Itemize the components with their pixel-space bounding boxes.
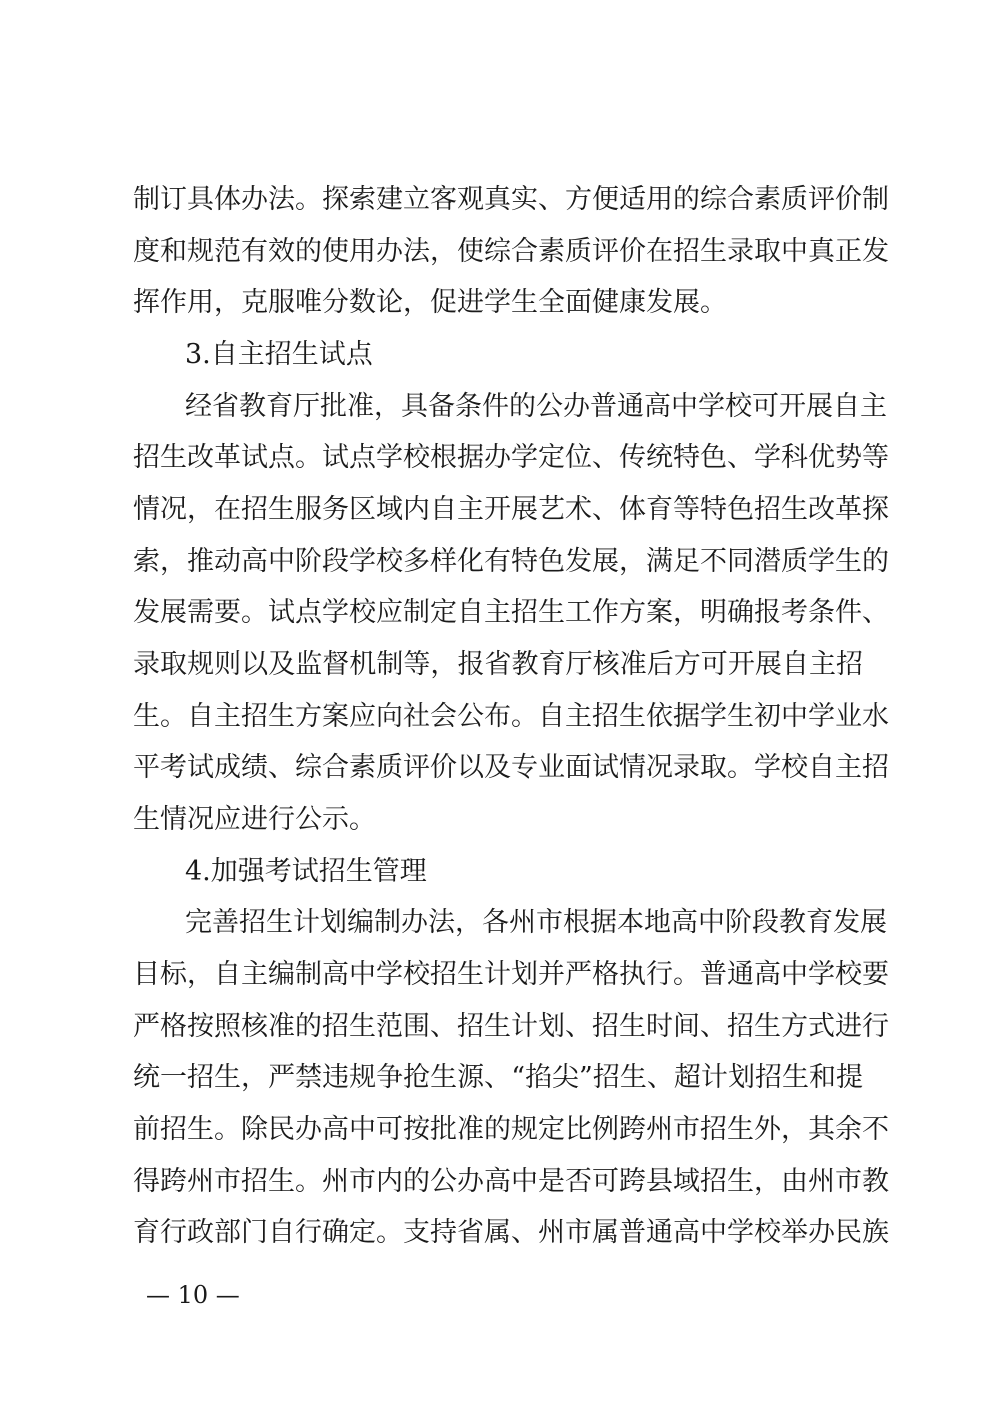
body-text-line: 挥作用，克服唯分数论，促进学生全面健康发展。	[133, 287, 727, 318]
body-text-line: 生。自主招生方案应向社会公布。自主招生依据学生初中学业水	[133, 701, 889, 732]
body-text-line: 前招生。除民办高中可按批准的规定比例跨州市招生外，其余不	[133, 1114, 889, 1145]
body-text-line: 招生改革试点。试点学校根据办学定位、传统特色、学科优势等	[133, 442, 889, 473]
section-heading: 3.自主招生试点	[185, 339, 373, 370]
body-text-line: 索，推动高中阶段学校多样化有特色发展，满足不同潜质学生的	[133, 546, 889, 577]
body-text-line: 录取规则以及监督机制等，报省教育厅核准后方可开展自主招	[133, 649, 863, 680]
body-text-line: 得跨州市招生。州市内的公办高中是否可跨县域招生，由州市教	[133, 1166, 889, 1197]
body-text-line: 平考试成绩、综合素质评价以及专业面试情况录取。学校自主招	[133, 752, 889, 783]
body-text-line: 生情况应进行公示。	[133, 804, 376, 835]
page-number: — 10 —	[146, 1281, 240, 1309]
body-text-line: 情况，在招生服务区域内自主开展艺术、体育等特色招生改革探	[133, 494, 889, 525]
body-text-line: 完善招生计划编制办法，各州市根据本地高中阶段教育发展	[185, 907, 887, 938]
body-text-line: 目标，自主编制高中学校招生计划并严格执行。普通高中学校要	[133, 959, 889, 990]
body-text-line: 统一招生，严禁违规争抢生源、“掐尖”招生、超计划招生和提	[133, 1062, 863, 1093]
body-text-line: 育行政部门自行确定。支持省属、州市属普通高中学校举办民族	[133, 1217, 889, 1248]
body-text-line: 经省教育厅批准，具备条件的公办普通高中学校可开展自主	[185, 391, 887, 422]
body-text-line: 发展需要。试点学校应制定自主招生工作方案，明确报考条件、	[133, 597, 889, 628]
body-text-line: 度和规范有效的使用办法，使综合素质评价在招生录取中真正发	[133, 236, 889, 267]
body-text-line: 制订具体办法。探索建立客观真实、方便适用的综合素质评价制	[133, 184, 889, 215]
body-text-line: 严格按照核准的招生范围、招生计划、招生时间、招生方式进行	[133, 1011, 889, 1042]
section-heading: 4.加强考试招生管理	[185, 856, 427, 887]
